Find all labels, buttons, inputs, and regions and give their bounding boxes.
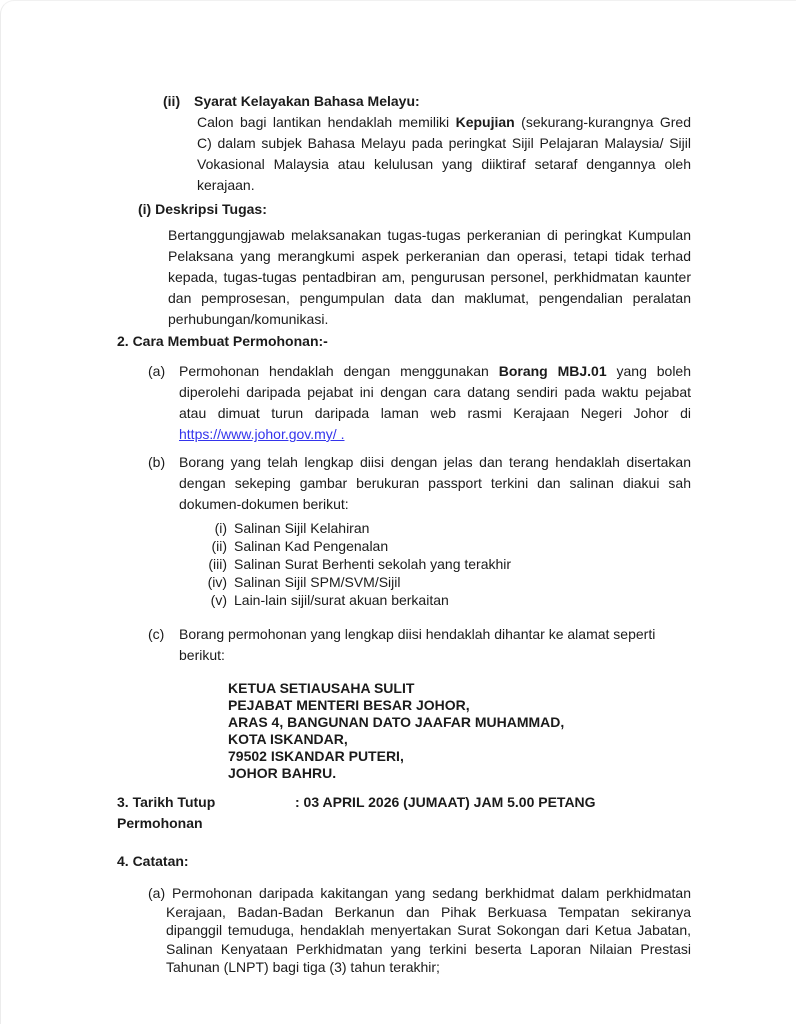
section2-heading: 2. Cara Membuat Permohonan:- (117, 333, 328, 349)
checklist-item-label: Salinan Sijil Kelahiran (234, 520, 370, 536)
checklist-item (197, 573, 796, 591)
section4-heading: 4. Catatan: (117, 853, 189, 869)
clause-i-heading: (i) Deskripsi Tugas: (138, 201, 267, 217)
address-line: ARAS 4, BANGUNAN DATO JAAFAR MUHAMMAD, (228, 714, 565, 730)
clause-ii-title: Syarat Kelayakan Bahasa Melayu: (194, 93, 420, 109)
clause-ii-heading (163, 91, 796, 112)
checklist-item (197, 537, 796, 555)
checklist-item-label: Lain-lain sijil/surat akuan berkaitan (234, 592, 449, 608)
address-line: KETUA SETIAUSAHA SULIT (228, 680, 415, 696)
section2-item-c (148, 624, 796, 666)
closing-date-row (117, 792, 796, 834)
checklist-item (197, 555, 796, 573)
checklist-item-label: Salinan Sijil SPM/SVM/Sijil (234, 574, 401, 590)
clause-i-body: Bertanggungjawab melaksanakan tugas-tugas perkeranian di peringkat Kumpulan Pelaksana yang merangkumi aspek perkeranian dan operasi, tetapi tidak terhad kepada, tugas-tugas pentadbiran am, pengurusan personel, perkhidmatan kaunter dan pemprosesan, pengumpulan data dan maklumat, pengendalian peralatan perhubungan/komunikasi. (168, 227, 691, 327)
item-c-marker: (c) (148, 626, 165, 642)
address-line: JOHOR BAHRU. (228, 765, 337, 781)
checklist-item-marker: (iv) (207, 574, 227, 590)
address-line: 79502 ISKANDAR PUTERI, (228, 748, 404, 764)
closing-date-label: 3. Tarikh Tutup Permohonan (117, 794, 216, 831)
catatan-a-body: Permohonan daripada kakitangan yang sedang berkhidmat dalam perkhidmatan Kerajaan, Badan-Badan Berkanun dan Pihak Berkuasa Tempatan sekiranya dipanggil temuduga, hendaklah menyertakan Surat Sokongan dari Ketua Jabatan, Salinan Kenyataan Perkhidmatan yang terkini beserta Laporan Nilaian Prestasi Tahunan (LNPT) bagi tiga (3) tahun terakhir; (166, 885, 692, 975)
checklist-item-marker: (ii) (211, 538, 227, 554)
checklist-item-label: Salinan Surat Berhenti sekolah yang terakhir (234, 556, 512, 572)
address-line: KOTA ISKANDAR, (228, 731, 348, 747)
checklist-item-marker: (v) (210, 592, 227, 608)
checklist-item (197, 519, 796, 537)
checklist-item-marker: (i) (214, 520, 227, 536)
clause-ii-marker: (ii) (163, 93, 181, 109)
document-checklist (197, 519, 796, 609)
section4-item-a (148, 884, 691, 977)
item-c-body: Borang permohonan yang lengkap diisi hendaklah dihantar ke alamat seperti berikut: (179, 626, 656, 663)
checklist-item-label: Salinan Kad Pengenalan (234, 538, 389, 554)
address-line: PEJABAT MENTERI BESAR JOHOR, (228, 697, 470, 713)
item-a-body-pre: Permohonan hendaklah dengan menggunakan (179, 363, 499, 379)
mailing-address (228, 680, 796, 782)
clause-ii-body (197, 112, 691, 196)
item-a-body-bold: Borang MBJ.01 (498, 363, 607, 379)
section2-item-a (148, 361, 796, 445)
item-a-body-post: yang boleh diperolehi daripada pejabat ini dengan cara datang sendiri pada waktu pejabat atau dimuat turun daripada laman web rasmi Kerajaan Negeri Johor di (179, 363, 691, 421)
catatan-a-marker: (a) (148, 885, 172, 901)
item-a-body (179, 361, 691, 445)
johor-website-link[interactable]: https://www.johor.gov.my/ . (179, 426, 345, 442)
closing-date-value: : 03 APRIL 2026 (JUMAAT) JAM 5.00 PETANG (295, 794, 596, 810)
item-b-marker: (b) (148, 454, 166, 470)
item-b-body: Borang yang telah lengkap diisi dengan jelas dan terang hendaklah disertakan dengan sekeping gambar berukuran passport terkini dan salinan diakui sah dokumen-dokumen berikut: (179, 454, 691, 512)
checklist-item-marker: (iii) (208, 556, 227, 572)
section2-item-b (148, 452, 796, 515)
item-a-marker: (a) (148, 363, 166, 379)
clause-ii-body-post: (sekurang-kurangnya Gred C) dalam subjek Bahasa Melayu pada peringkat Sijil Pelajaran Malaysia/ Sijil Vokasional Malaysia atau kelulusan yang diiktiraf setaraf dengannya oleh kerajaan. (197, 114, 692, 193)
checklist-item (197, 591, 796, 609)
clause-ii-body-pre: Calon bagi lantikan hendaklah memiliki (197, 114, 456, 130)
clause-ii-body-bold: Kepujian (455, 114, 515, 130)
